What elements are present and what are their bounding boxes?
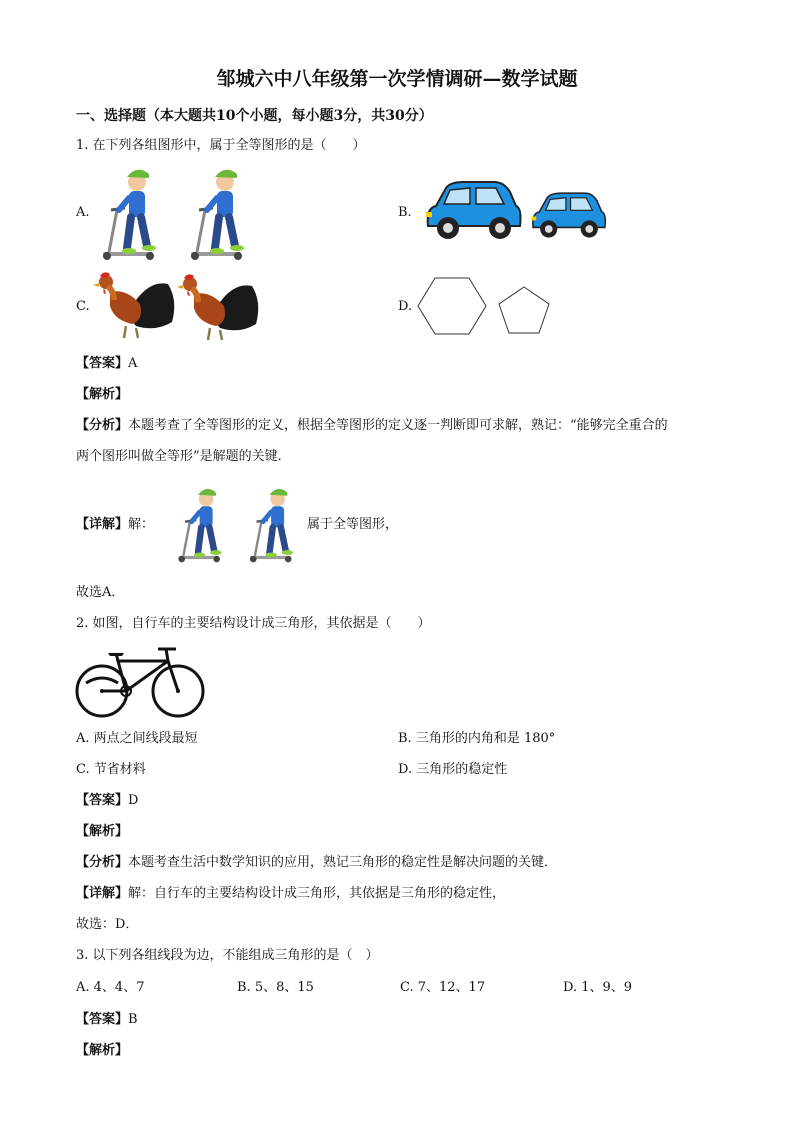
answer-value: A bbox=[128, 356, 138, 371]
q3-option-b: B. 5、8、15 bbox=[237, 980, 314, 995]
hexagon-shape bbox=[418, 278, 486, 334]
q2-option-d: D. 三角形的稳定性 bbox=[398, 762, 508, 777]
q1-option-b-label: B. bbox=[398, 205, 412, 220]
pentagon-shape bbox=[499, 287, 549, 333]
q1-fenxi-line2: 两个图形叫做全等形”是解题的关键． bbox=[76, 449, 291, 464]
detail-scooter-boys-figure bbox=[172, 475, 302, 570]
q1-answer bbox=[76, 354, 137, 374]
q1-detail bbox=[76, 515, 154, 535]
detail-tag: 【详解】 bbox=[76, 517, 129, 532]
q3-answer bbox=[76, 1010, 138, 1030]
fenxi-tag: 【分析】 bbox=[76, 855, 129, 870]
q1-analysis-tag: 【解析】 bbox=[76, 387, 129, 402]
question-2-stem: 2. 如图，自行车的主要结构设计成三角形，其依据是（ ） bbox=[76, 616, 431, 631]
fenxi-tag: 【分析】 bbox=[76, 418, 129, 433]
detail-tag: 【详解】 bbox=[76, 886, 129, 901]
scooter-boys-figure bbox=[95, 160, 255, 262]
q3-analysis-tag: 【解析】 bbox=[76, 1043, 129, 1058]
answer-tag: 【答案】 bbox=[76, 793, 129, 808]
roosters-figure bbox=[96, 270, 248, 342]
q2-option-a: A. 两点之间线段最短 bbox=[76, 731, 198, 746]
q1-option-c-label: C. bbox=[76, 299, 90, 314]
question-3-stem: 3. 以下列各组线段为边，不能组成三角形的是（ ） bbox=[76, 948, 379, 963]
detail-text: 解：自行车的主要结构设计成三角形，其依据是三角形的稳定性， bbox=[128, 886, 506, 901]
q1-option-a-label: A. bbox=[76, 205, 90, 220]
q1-conclusion: 故选A． bbox=[76, 585, 125, 600]
q2-detail bbox=[76, 884, 505, 904]
fenxi-text: 本题考查了全等图形的定义，根据全等图形的定义逐一判断即可求解，熟记：“能够完全重合的 bbox=[128, 418, 668, 433]
detail-prefix: 解： bbox=[128, 517, 155, 532]
q2-conclusion: 故选：D． bbox=[76, 917, 139, 932]
answer-value: D bbox=[128, 793, 139, 808]
q1-detail-suffix: 属于全等图形， bbox=[307, 517, 399, 532]
q3-option-c: C. 7、12、17 bbox=[400, 980, 486, 995]
cars-figure bbox=[424, 178, 609, 246]
q3-option-d: D. 1、9、9 bbox=[563, 980, 633, 995]
hexagon-pentagon-figure bbox=[418, 276, 553, 338]
answer-tag: 【答案】 bbox=[76, 1012, 129, 1027]
q1-fenxi-line1 bbox=[76, 416, 668, 436]
q2-option-c: C. 节省材料 bbox=[76, 762, 146, 777]
q3-option-a: A. 4、4、7 bbox=[76, 980, 145, 995]
q1-option-d-label: D. bbox=[398, 299, 413, 314]
bicycle-figure bbox=[74, 643, 206, 721]
page-title: 邹城六中八年级第一次学情调研—数学试题 bbox=[216, 68, 578, 90]
fenxi-text: 本题考查生活中数学知识的应用，熟记三角形的稳定性是解决问题的关键． bbox=[128, 855, 558, 870]
answer-tag: 【答案】 bbox=[76, 356, 129, 371]
q2-fenxi bbox=[76, 853, 557, 873]
question-1-stem: 1. 在下列各组图形中，属于全等图形的是（ ） bbox=[76, 138, 366, 153]
answer-value: B bbox=[128, 1012, 138, 1027]
q2-analysis-tag: 【解析】 bbox=[76, 824, 129, 839]
q2-option-b: B. 三角形的内角和是 180° bbox=[398, 731, 556, 746]
q2-answer bbox=[76, 791, 138, 811]
section-heading: 一、选择题（本大题共10个小题，每小题3分，共30分） bbox=[76, 108, 433, 124]
